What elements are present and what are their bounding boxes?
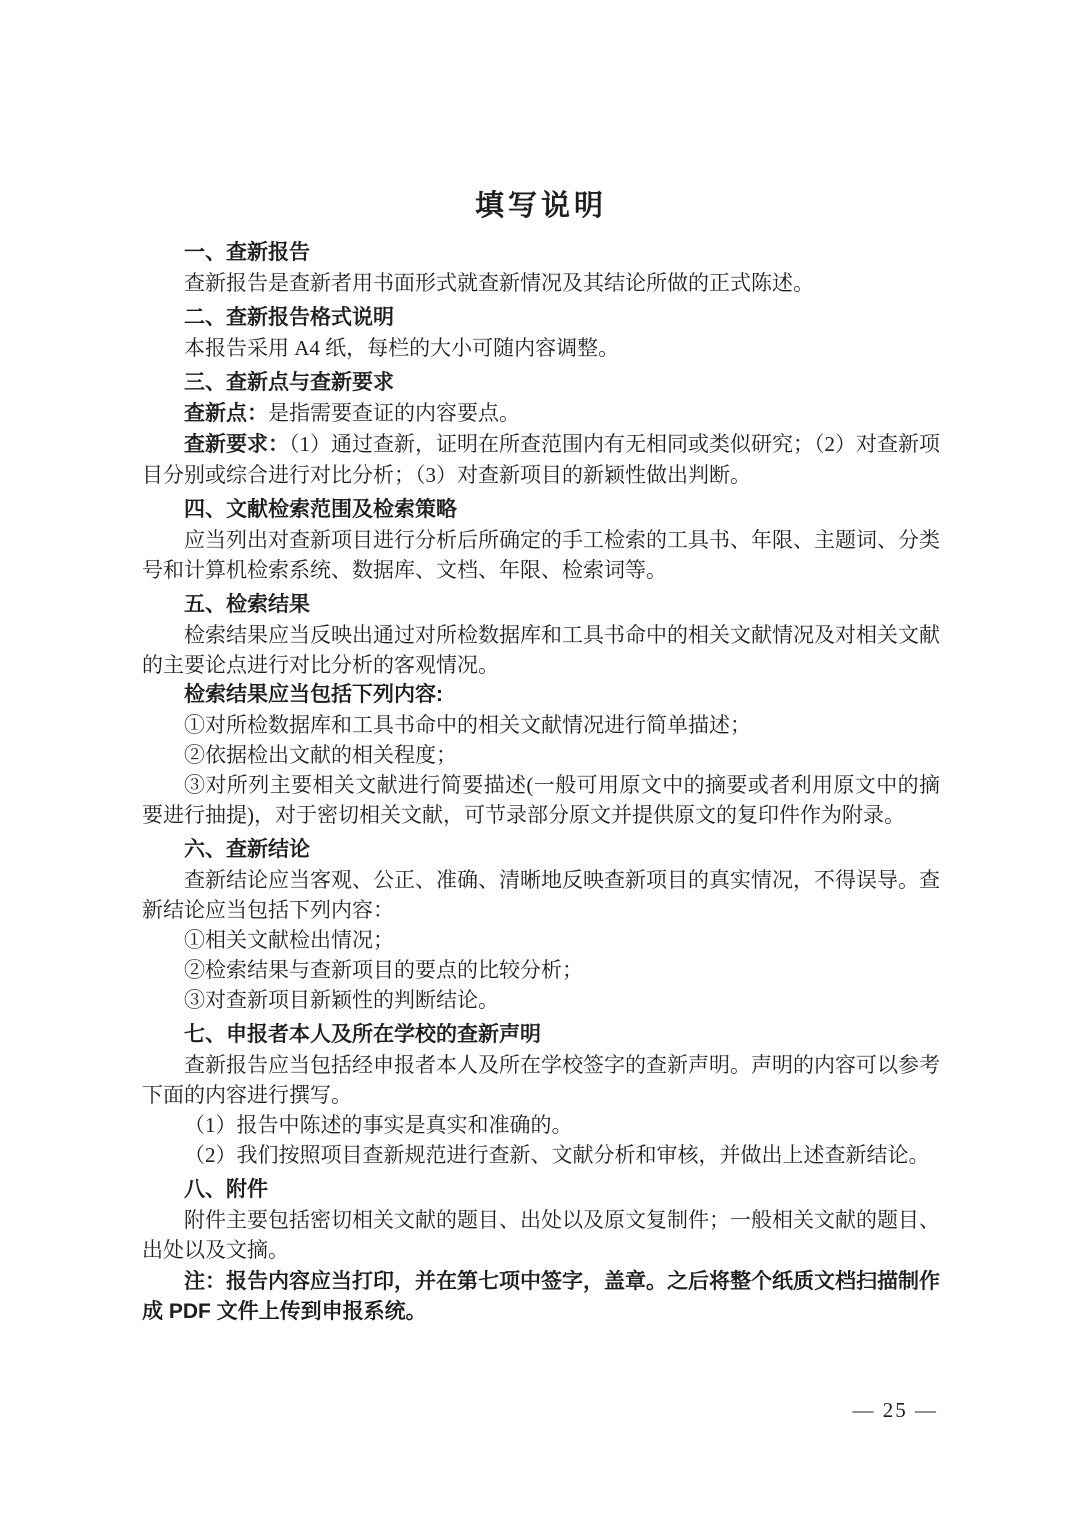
term-text-requirements: （1）通过查新，证明在所查范围内有无相同或类似研究；（2）对查新项目分别或综合进行对比分析；（3）对查新项目的新颖性做出判断。	[142, 432, 940, 487]
section-attachments-paragraph: 附件主要包括密切相关文献的题目、出处以及原文复制件；一般相关文献的题目、出处以及文摘。	[142, 1208, 940, 1262]
list-item: ②依据检出文献的相关程度；	[184, 743, 457, 767]
section-format	[142, 303, 940, 363]
section-format-paragraph: 本报告采用 A4 纸，每栏的大小可随内容调整。	[184, 336, 620, 360]
section-declaration-heading: 七、申报者本人及所在学校的查新声明	[184, 1023, 541, 1046]
section-conclusion-heading: 六、查新结论	[184, 838, 310, 861]
term-text-points: 是指需要查证的内容要点。	[268, 401, 520, 425]
list-item: ③对查新项目新颖性的判断结论。	[184, 988, 499, 1012]
section-declaration-paragraph: 查新报告应当包括经申报者本人及所在学校签字的查新声明。声明的内容可以参考下面的内容进行撰写。	[142, 1053, 940, 1107]
section-conclusion	[142, 835, 940, 1015]
section-search-results-paragraph: 检索结果应当反映出通过对所检数据库和工具书命中的相关文献情况及对相关文献的主要论点进行对比分析的客观情况。	[142, 623, 940, 677]
section-report	[142, 238, 940, 298]
section-search-results	[142, 590, 940, 830]
section-report-heading: 一、查新报告	[184, 241, 310, 264]
note-paragraph: 注：报告内容应当打印，并在第七项中签字，盖章。之后将整个纸质文档扫描制作成 PDF 文件上传到申报系统。	[142, 1270, 940, 1323]
section-format-heading: 二、查新报告格式说明	[184, 306, 394, 329]
section-attachments	[142, 1175, 940, 1265]
section-search-scope-paragraph: 应当列出对查新项目进行分析后所确定的手工检索的工具书、年限、主题词、分类号和计算机检索系统、数据库、文档、年限、检索词等。	[142, 528, 940, 582]
list-item: ③对所列主要相关文献进行简要描述(一般可用原文中的摘要或者利用原文中的摘要进行抽提)，对于密切相关文献，可节录部分原文并提供原文的复印件作为附录。	[142, 773, 940, 827]
list-item: ②检索结果与查新项目的要点的比较分析；	[184, 958, 583, 982]
section-points-heading: 三、查新点与查新要求	[184, 371, 394, 394]
list-item: （2）我们按照项目查新规范进行查新、文献分析和审核，并做出上述查新结论。	[184, 1143, 930, 1167]
section-search-results-subheading: 检索结果应当包括下列内容:	[184, 683, 443, 706]
page-number: — 25 —	[852, 1398, 938, 1422]
section-search-scope	[142, 495, 940, 585]
list-item: ①对所检数据库和工具书命中的相关文献情况进行简单描述；	[184, 713, 751, 737]
document-content	[142, 188, 940, 1327]
section-attachments-heading: 八、附件	[184, 1178, 268, 1201]
section-search-results-heading: 五、检索结果	[184, 593, 310, 616]
section-declaration	[142, 1020, 940, 1170]
term-paragraph-requirements	[142, 429, 940, 490]
list-item: ①相关文献检出情况；	[184, 928, 394, 952]
term-lead-requirements: 查新要求：	[184, 433, 289, 456]
page-title: 填写说明	[474, 190, 607, 222]
section-points-requirements	[142, 368, 940, 490]
section-conclusion-paragraph: 查新结论应当客观、公正、准确、清晰地反映查新项目的真实情况，不得误导。查新结论应当包括下列内容：	[142, 868, 940, 922]
term-paragraph-points	[142, 398, 940, 429]
term-lead-points: 查新点：	[184, 402, 268, 425]
section-search-scope-heading: 四、文献检索范围及检索策略	[184, 498, 457, 521]
section-report-paragraph: 查新报告是查新者用书面形式就查新情况及其结论所做的正式陈述。	[184, 271, 814, 295]
list-item: （1）报告中陈述的事实是真实和准确的。	[184, 1113, 573, 1137]
